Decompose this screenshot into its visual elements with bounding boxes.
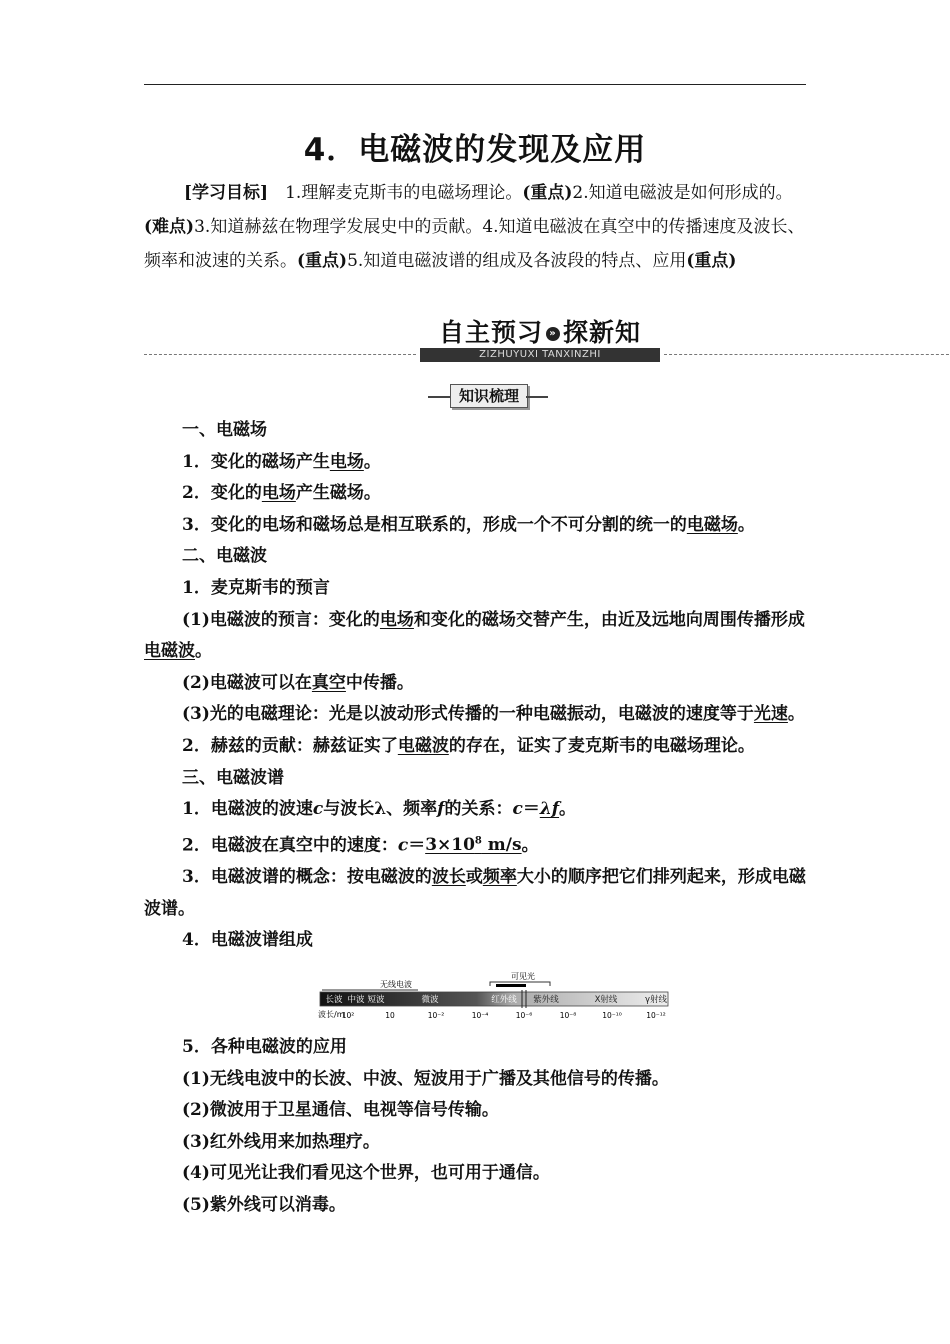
objective-3-key: (重点): [297, 251, 348, 271]
band-label: X射线: [594, 995, 618, 1005]
objectives-label: [学习目标]: [184, 183, 269, 203]
tick-label: 10⁻⁴: [471, 1011, 489, 1020]
answer-blank: 电磁波: [144, 641, 195, 662]
banner-box: [416, 318, 664, 362]
axis-label: 波长/m: [318, 1010, 345, 1019]
list-item: (2)电磁波可以在真空中传播。: [182, 672, 414, 693]
objective-5: 5.知道电磁波谱的组成及各波段的特点、应用: [347, 251, 687, 271]
list-item: 1．变化的磁场产生电场。: [182, 451, 381, 472]
section-banner: [144, 318, 950, 366]
band-label: 长波: [325, 995, 343, 1005]
answer-blank: 频率: [482, 866, 517, 887]
section-heading: 二、电磁波: [182, 546, 267, 567]
objective-1-key: (重点): [522, 183, 573, 203]
tag-line-right: [526, 396, 548, 398]
tick-label: 10²: [341, 1011, 355, 1020]
visible-band-mark: [496, 984, 526, 987]
answer-blank: 电场: [379, 609, 414, 630]
banner-title-a: 自主预习: [438, 318, 543, 347]
tick-label: 10⁻¹²: [646, 1011, 666, 1020]
objective-5-key: (重点): [686, 251, 737, 271]
answer-blank: 真空: [311, 672, 346, 693]
main-content: [144, 415, 814, 957]
list-item: 4．电磁波谱组成: [182, 930, 313, 951]
tick-label: 10⁻⁶: [515, 1011, 533, 1020]
list-item: 3．电磁波谱的概念：按电磁波的波长或频率大小的顺序把它们排列起来，形成电磁波谱。: [144, 866, 806, 919]
list-item: (5)紫外线可以消毒。: [182, 1194, 346, 1215]
list-item: (3)红外线用来加热理疗。: [182, 1131, 380, 1152]
chevron-right-icon: »: [546, 327, 560, 341]
learning-objectives: [144, 176, 809, 278]
list-item: (4)可见光让我们看见这个世界，也可用于通信。: [182, 1163, 550, 1184]
banner-subtitle: ZIZHUYUXI TANXINZHI: [420, 348, 660, 362]
top-rule: [144, 84, 806, 85]
objective-1: 1.理解麦克斯韦的电磁场理论。: [285, 183, 523, 203]
section-heading: 三、电磁波谱: [182, 767, 284, 788]
tag-label: 知识梳理: [450, 384, 528, 408]
applications-section: [144, 1032, 814, 1222]
answer-blank: 电磁场: [686, 514, 738, 535]
answer-blank: 波长: [431, 866, 466, 887]
answer-blank: λf: [539, 799, 560, 820]
tick-label: 10⁻²: [427, 1011, 445, 1020]
list-item: (1)电磁波的预言：变化的电场和变化的磁场交替产生，由近及远地向周围传播形成电磁波。: [144, 609, 805, 662]
objective-3: 3.知道赫兹在物理学发展史中的贡献。4.知道电磁波在真空中的传播速度及波长、频率和波速的关系。: [144, 217, 805, 271]
banner-dash-right: [664, 354, 950, 355]
answer-blank: 光速: [753, 704, 788, 725]
band-label: 短波: [367, 995, 385, 1005]
objective-2: 2.知道电磁波是如何形成的。: [572, 183, 793, 203]
band-label: γ射线: [644, 995, 668, 1005]
visible-label: 可见光: [511, 972, 535, 981]
tick-label: 10⁻¹⁰: [602, 1011, 622, 1020]
page-title: 4．电磁波的发现及应用: [303, 132, 647, 168]
subheading: 1．麦克斯韦的预言: [182, 577, 330, 598]
banner-title: [416, 318, 664, 348]
answer-blank: 电场: [329, 451, 364, 472]
banner-dash-left: [144, 354, 416, 355]
section-heading: 一、电磁场: [182, 420, 267, 440]
tag-line-left: [428, 396, 450, 398]
list-item: 2．变化的电场产生磁场。: [182, 483, 381, 504]
band-label: 中波: [347, 995, 365, 1005]
list-item: 2．电磁波在真空中的速度：$c=3\times 10^8$ m/s。: [182, 835, 539, 856]
answer-blank: $3\times 10^8$ m/s: [425, 835, 522, 856]
subheading: 5．各种电磁波的应用: [182, 1037, 347, 1057]
band-label: 微波: [421, 995, 439, 1005]
list-item: 3．变化的电场和磁场总是相互联系的，形成一个不可分割的统一的电磁场。: [182, 514, 755, 535]
list-item: 1．电磁波的波速c与波长λ、频率f的关系：c＝λf。: [182, 799, 577, 820]
answer-blank: 电磁波: [397, 735, 449, 756]
band-label: 紫外线: [533, 995, 559, 1005]
tick-label: 10: [385, 1011, 395, 1020]
list-item: 2．赫兹的贡献：赫兹证实了电磁波的存在，证实了麦克斯韦的电磁场理论。: [182, 735, 755, 756]
list-item: (3)光的电磁理论：光是以波动形式传播的一种电磁振动，电磁波的速度等于光速。: [182, 704, 805, 725]
radio-label: 无线电波: [380, 980, 412, 989]
banner-title-b: 探新知: [563, 318, 642, 347]
knowledge-tag: [418, 382, 558, 410]
list-item: (1)无线电波中的长波、中波、短波用于广播及其他信号的传播。: [182, 1068, 669, 1089]
list-item: (2)微波用于卫星通信、电视等信号传输。: [182, 1100, 499, 1121]
tick-label: 10⁻⁸: [559, 1011, 577, 1020]
answer-blank: 电场: [261, 483, 296, 504]
band-label: 红外线: [491, 995, 517, 1005]
objective-2-key: (难点): [144, 217, 195, 237]
spectrum-diagram: [318, 970, 670, 1026]
